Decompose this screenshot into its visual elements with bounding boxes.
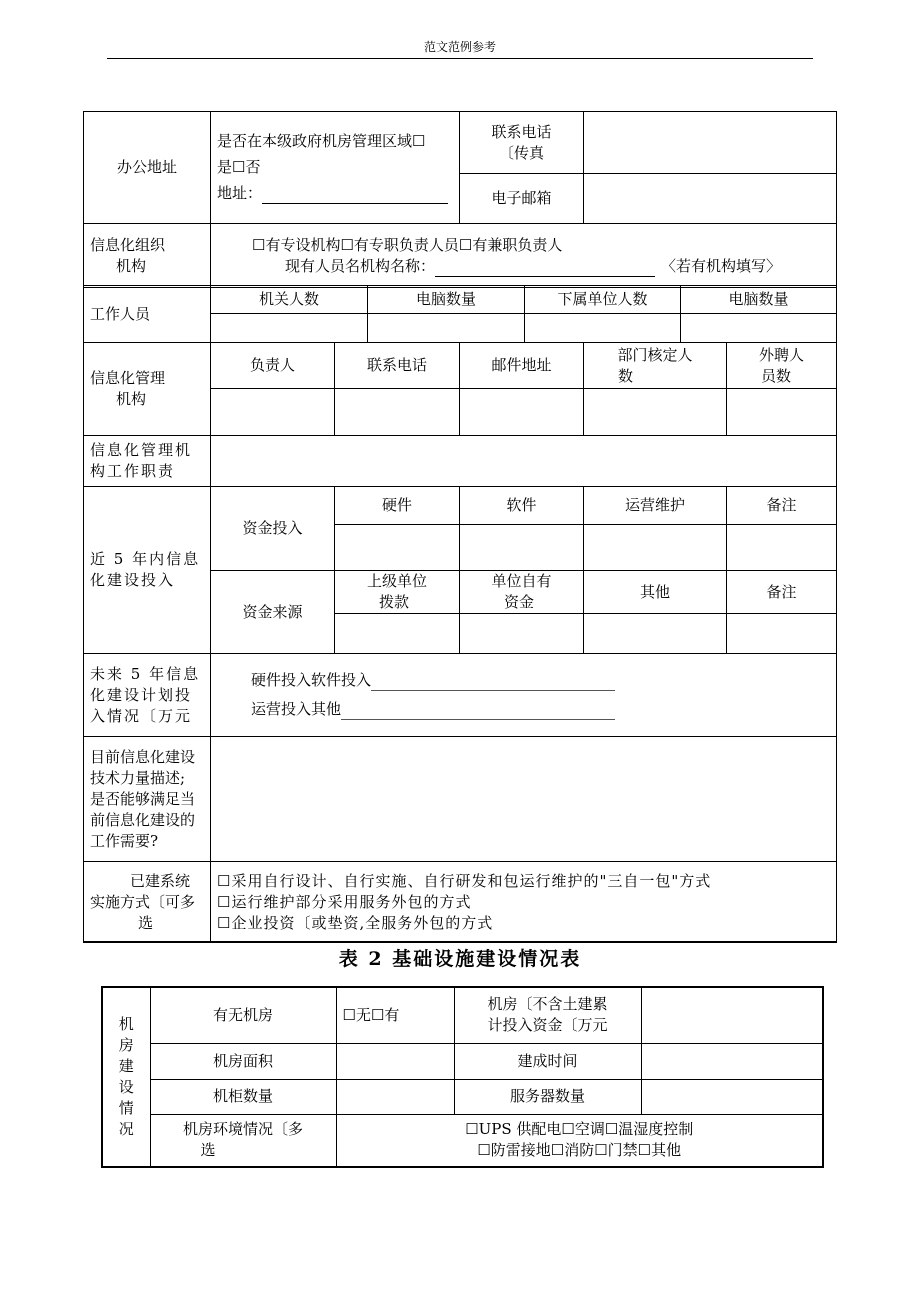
staff-col-0: 机关人数 xyxy=(211,286,368,314)
impl-option-1[interactable]: ☐采用自行设计、自行实施、自行研发和包运行维护的"三自一包"方式 xyxy=(217,871,712,890)
org-name-field[interactable] xyxy=(435,261,655,277)
office-yes-no[interactable]: 是☐否 xyxy=(217,158,261,176)
office-label: 办公地址 xyxy=(84,112,211,224)
fund-input-0[interactable] xyxy=(335,525,460,571)
side-char-3: 设 xyxy=(118,1078,134,1096)
cabinets-label: 机柜数量 xyxy=(150,1079,336,1114)
mgmt-label-1: 信息化管理 xyxy=(90,369,166,387)
org-name-label: 现有人员名机构名称： xyxy=(285,256,436,275)
impl-label-1: 已建系统 xyxy=(130,871,191,890)
fund-col-0: 硬件 xyxy=(335,487,460,525)
impl-label-cell xyxy=(84,862,211,943)
impl-label-2: 实施方式〔可多 xyxy=(90,892,196,911)
has-room-options[interactable]: ☐无☐有 xyxy=(336,987,454,1043)
funding-label: 资金投入 xyxy=(211,487,335,571)
office-question-cell xyxy=(211,112,460,224)
duty-label-cell xyxy=(84,436,211,487)
office-question: 是否在本级政府机房管理区域☐ xyxy=(217,132,426,150)
mgmt-input-2[interactable] xyxy=(460,389,584,436)
tech-field[interactable] xyxy=(211,737,837,862)
side-char-5: 况 xyxy=(118,1120,134,1138)
plan-line-1-label: 硬件投入软件投入 xyxy=(251,671,372,689)
org-label-2: 机构 xyxy=(116,256,147,275)
impl-label-3: 选 xyxy=(138,913,154,932)
source-input-0[interactable] xyxy=(335,614,460,654)
plan-line-2-field[interactable] xyxy=(341,704,615,720)
side-char-2: 建 xyxy=(118,1057,134,1075)
mgmt-col-3-cell xyxy=(584,343,727,389)
mgmt-input-0[interactable] xyxy=(211,389,335,436)
source-col-0b: 拨款 xyxy=(379,593,410,611)
plan-line-2-label: 运营投入其他 xyxy=(251,700,342,718)
source-input-3[interactable] xyxy=(727,614,837,654)
org-content xyxy=(211,224,837,288)
phone-label-cell xyxy=(460,112,584,174)
impl-option-3[interactable]: ☐企业投资〔或垫资,全服务外包的方式 xyxy=(217,913,494,932)
staff-col-2: 下属单位人数 xyxy=(525,286,681,314)
servers-label: 服务器数量 xyxy=(454,1079,641,1114)
mgmt-col-2: 邮件地址 xyxy=(460,343,584,389)
mgmt-col-0: 负责人 xyxy=(211,343,335,389)
staff-label: 工作人员 xyxy=(84,286,211,343)
env-label-cell xyxy=(150,1114,336,1167)
staff-input-2[interactable] xyxy=(525,314,681,343)
impl-option-2[interactable]: ☐运行维护部分采用服务外包的方式 xyxy=(217,892,472,911)
table-2-title: 表 2 基础设施建设情况表 xyxy=(338,948,582,970)
org-label-1: 信息化组织 xyxy=(90,235,166,254)
fax-label: 〔传真 xyxy=(499,143,545,162)
impl-options xyxy=(211,862,837,943)
env-label-2: 选 xyxy=(200,1141,216,1160)
invest-label-cell xyxy=(84,487,211,654)
infrastructure-table xyxy=(101,986,824,1168)
mgmt-input-3[interactable] xyxy=(584,389,727,436)
side-label xyxy=(102,987,150,1167)
email-field[interactable] xyxy=(584,174,837,224)
room-invest-field[interactable] xyxy=(641,987,823,1043)
org-hint: 〈若有机构填写〉 xyxy=(661,256,782,275)
source-col-1-cell xyxy=(460,571,584,614)
env-label-1: 机房环境情况〔多 xyxy=(182,1120,303,1139)
source-input-1[interactable] xyxy=(460,614,584,654)
staff-col-1: 电脑数量 xyxy=(368,286,525,314)
source-col-1a: 单位自有 xyxy=(491,572,552,590)
tech-label-cell xyxy=(84,737,211,862)
fund-col-3: 备注 xyxy=(727,487,837,525)
mgmt-label-cell xyxy=(84,343,211,436)
tech-label-4: 前信息化建设的 xyxy=(90,810,196,829)
tech-label-3: 是否能够满足当 xyxy=(90,789,196,808)
plan-label-cell xyxy=(84,654,211,737)
email-label: 电子邮箱 xyxy=(460,174,584,224)
org-label-cell xyxy=(84,224,211,288)
plan-content xyxy=(211,654,837,737)
mgmt-col-1: 联系电话 xyxy=(335,343,460,389)
staff-input-3[interactable] xyxy=(681,314,837,343)
phone-label: 联系电话 xyxy=(491,122,552,141)
source-col-0a: 上级单位 xyxy=(366,572,427,590)
room-invest-label-2: 计投入资金〔万元 xyxy=(487,1016,608,1035)
staff-col-3: 电脑数量 xyxy=(681,286,837,314)
staff-input-0[interactable] xyxy=(211,314,368,343)
fund-col-2: 运营维护 xyxy=(584,487,727,525)
mgmt-input-4[interactable] xyxy=(727,389,837,436)
mgmt-label-2: 机构 xyxy=(116,390,147,408)
staff-table xyxy=(83,285,837,343)
env-options-2[interactable]: ☐防雷接地☐消防☐门禁☐其他 xyxy=(477,1141,682,1160)
source-col-0-cell xyxy=(335,571,460,614)
address-field[interactable] xyxy=(262,188,448,204)
room-invest-label-1: 机房〔不含土建累 xyxy=(487,995,608,1014)
fund-input-1[interactable] xyxy=(460,525,584,571)
fund-input-3[interactable] xyxy=(727,525,837,571)
mgmt-col-4b: 员数 xyxy=(761,366,792,385)
source-label: 资金来源 xyxy=(211,571,335,654)
plan-label-2: 化建设计划投 xyxy=(90,685,193,704)
source-col-1b: 资金 xyxy=(504,593,535,611)
phone-field[interactable] xyxy=(584,112,837,174)
duty-label-2: 构工作职责 xyxy=(90,462,176,480)
side-char-1: 房 xyxy=(118,1036,134,1054)
fund-col-1: 软件 xyxy=(460,487,584,525)
area-label: 机房面积 xyxy=(150,1043,336,1079)
table-bottom-rule xyxy=(83,941,836,942)
source-col-2: 其他 xyxy=(584,571,727,614)
env-options xyxy=(336,1114,823,1167)
build-time-field[interactable] xyxy=(641,1043,823,1079)
mgmt-col-3a: 部门核定人 xyxy=(617,345,693,364)
mgmt-table xyxy=(83,342,837,943)
side-char-4: 情 xyxy=(118,1099,134,1117)
source-input-2[interactable] xyxy=(584,614,727,654)
plan-line-1-field[interactable] xyxy=(371,675,615,691)
staff-input-1[interactable] xyxy=(368,314,525,343)
tech-label-2: 技术力量描述; xyxy=(90,768,186,787)
plan-label-3: 入情况〔万元 xyxy=(90,706,193,725)
side-char-0: 机 xyxy=(118,1015,134,1033)
env-options-1[interactable]: ☐UPS 供配电☐空调☐温湿度控制 xyxy=(465,1120,694,1139)
has-room-label: 有无机房 xyxy=(150,987,336,1043)
info-table xyxy=(83,111,837,288)
address-label: 地址： xyxy=(217,184,263,202)
servers-field[interactable] xyxy=(641,1079,823,1114)
cabinets-field[interactable] xyxy=(336,1079,454,1114)
tech-label-1: 目前信息化建设 xyxy=(90,747,196,766)
mgmt-col-3b: 数 xyxy=(618,366,634,385)
mgmt-input-1[interactable] xyxy=(335,389,460,436)
source-col-3: 备注 xyxy=(727,571,837,614)
mgmt-col-4a: 外聘人 xyxy=(758,345,804,364)
plan-label-1: 未来 5 年信息 xyxy=(90,664,201,683)
invest-label-cell-2 xyxy=(454,987,641,1043)
header-rule xyxy=(107,58,813,59)
invest-label-2: 化建设投入 xyxy=(90,571,176,589)
area-field[interactable] xyxy=(336,1043,454,1079)
invest-label-1: 近 5 年内信息 xyxy=(90,550,201,568)
fund-input-2[interactable] xyxy=(584,525,727,571)
org-options[interactable]: ☐有专设机构☐有专职负责人员☐有兼职负责人 xyxy=(252,235,563,254)
page-header: 范文范例参考 xyxy=(423,40,496,54)
duty-field[interactable] xyxy=(211,436,837,487)
tech-label-5: 工作需要? xyxy=(90,831,159,850)
duty-label-1: 信息化管理机 xyxy=(90,441,193,459)
build-time-label: 建成时间 xyxy=(454,1043,641,1079)
mgmt-col-4-cell xyxy=(727,343,837,389)
